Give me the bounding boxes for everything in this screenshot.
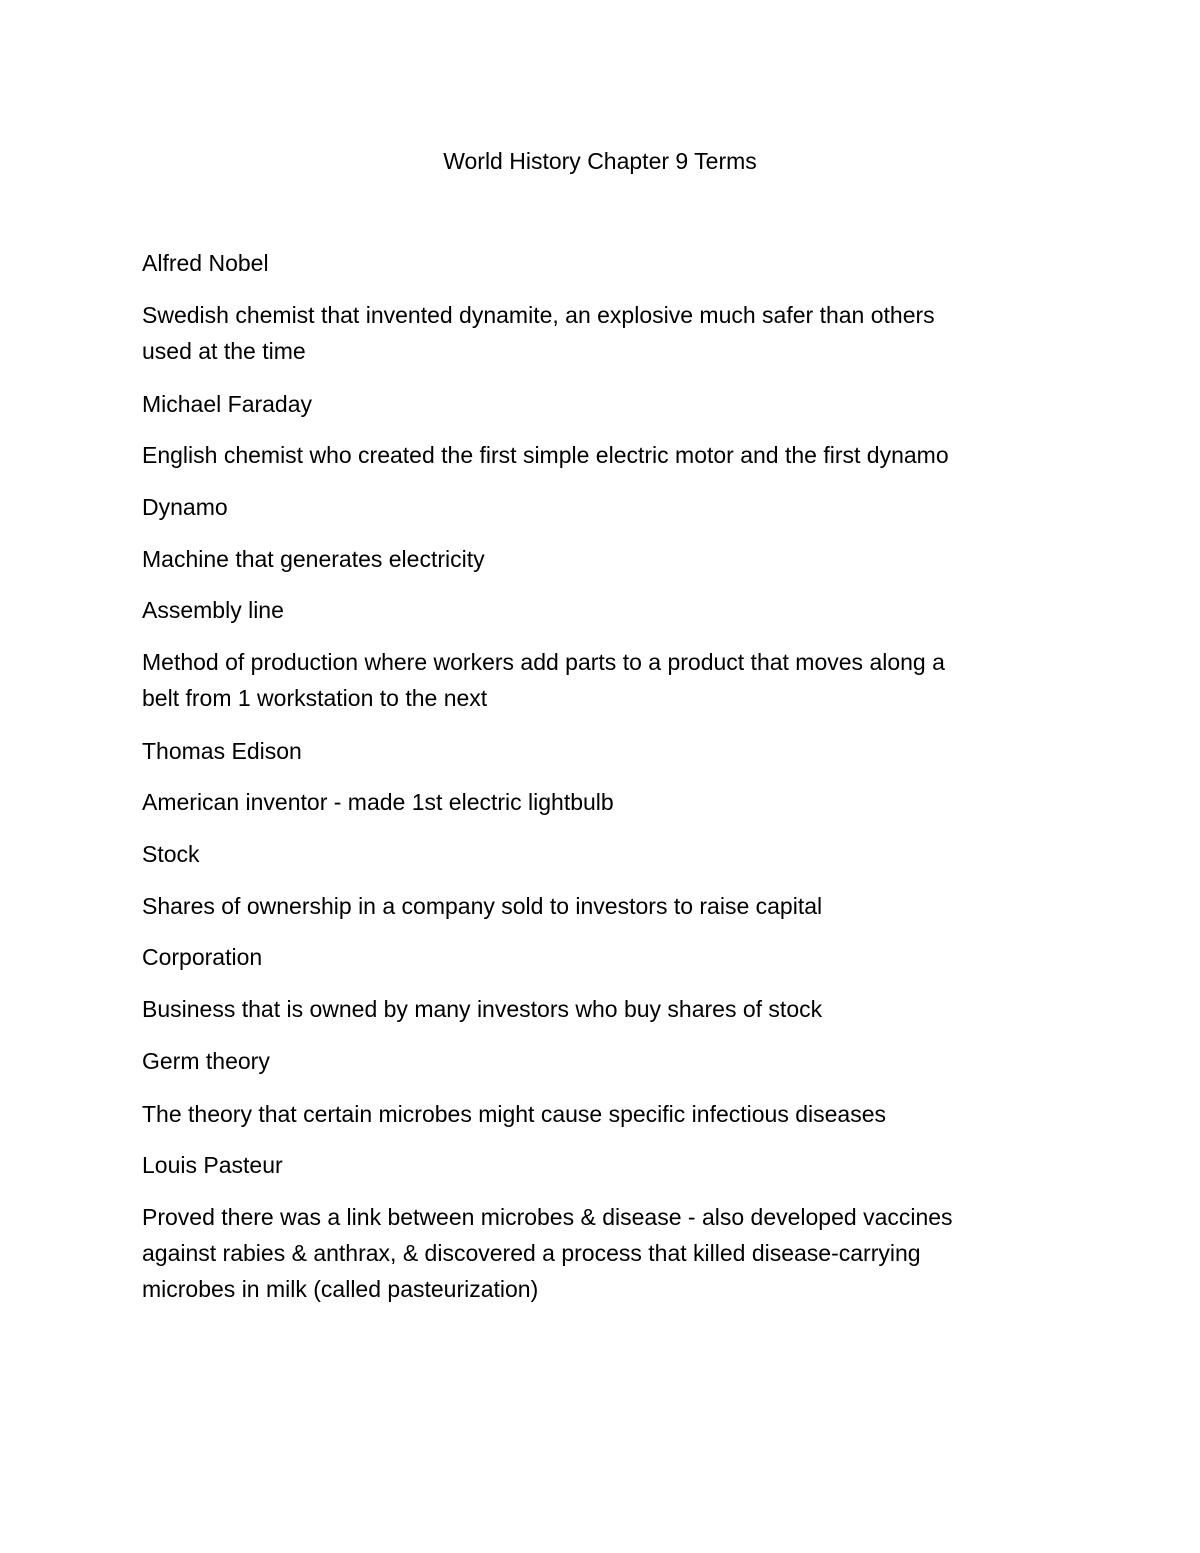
- term-thomas-edison: Thomas Edison: [142, 738, 302, 764]
- definition-assembly-line-line-1: Method of production where workers add parts to a product that moves along a: [142, 649, 945, 675]
- definition-assembly-line-line-2: belt from 1 workstation to the next: [142, 685, 488, 711]
- term-michael-faraday: Michael Faraday: [142, 391, 313, 417]
- term-assembly-line: Assembly line: [142, 597, 284, 623]
- definition-alfred-nobel-line-2: used at the time: [142, 338, 306, 364]
- term-dynamo: Dynamo: [142, 494, 228, 520]
- definition-dynamo: Machine that generates electricity: [142, 546, 485, 572]
- term-alfred-nobel: Alfred Nobel: [142, 250, 269, 276]
- definition-thomas-edison: American inventor - made 1st electric lightbulb: [142, 789, 614, 815]
- definition-germ-theory: The theory that certain microbes might cause specific infectious diseases: [142, 1101, 887, 1127]
- definition-louis-pasteur-line-1: Proved there was a link between microbes & disease - also developed vaccines: [142, 1204, 953, 1230]
- definition-michael-faraday: English chemist who created the first simple electric motor and the first dynamo: [142, 442, 949, 468]
- term-louis-pasteur: Louis Pasteur: [142, 1152, 283, 1178]
- definition-stock: Shares of ownership in a company sold to investors to raise capital: [142, 893, 823, 919]
- term-germ-theory: Germ theory: [142, 1048, 270, 1074]
- term-stock: Stock: [142, 841, 200, 867]
- term-corporation: Corporation: [142, 944, 263, 970]
- page-title: World History Chapter 9 Terms: [443, 148, 757, 174]
- definition-louis-pasteur-line-3: microbes in milk (called pasteurization): [142, 1276, 539, 1302]
- definition-alfred-nobel-line-1: Swedish chemist that invented dynamite, an explosive much safer than others: [142, 302, 935, 328]
- definition-corporation: Business that is owned by many investors who buy shares of stock: [142, 996, 823, 1022]
- definition-louis-pasteur-line-2: against rabies & anthrax, & discovered a process that killed disease-carrying: [142, 1240, 921, 1266]
